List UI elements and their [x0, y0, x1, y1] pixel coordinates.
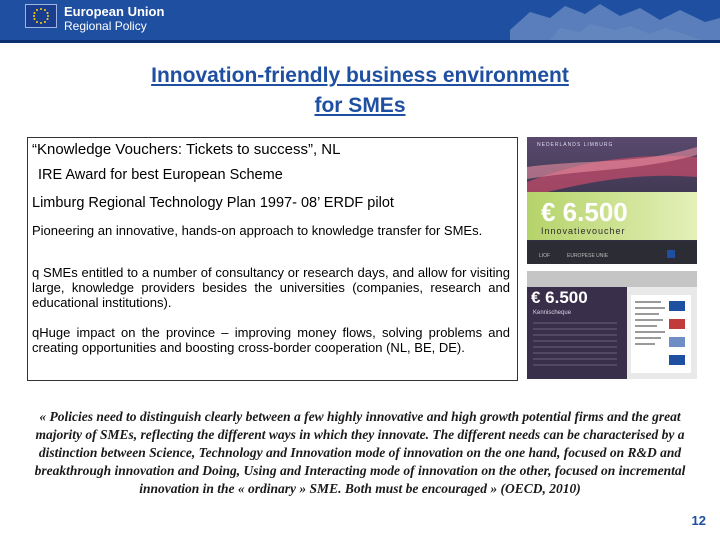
voucher1-footer-left: LIOF — [539, 253, 551, 259]
europe-map-graphic — [490, 0, 720, 40]
eu-flag-icon — [25, 4, 57, 28]
eu-logo-text — [64, 5, 164, 33]
logo-line-2: Regional Policy — [64, 19, 147, 33]
content-box — [27, 137, 518, 381]
box-heading: “Knowledge Vouchers: Tickets to success”, NL — [32, 141, 341, 158]
title-line-1: Innovation-friendly business environment — [151, 64, 569, 87]
paragraph-smes-entitled: q SMEs entitled to a number of consultancy or research days, and allow for visiting large, knowledge providers besides the universities (companies, research and educational institutions). — [32, 265, 510, 310]
voucher1-amount: € 6.500 — [541, 197, 628, 227]
voucher1-footer-mid: EUROPESE UNIE — [567, 253, 609, 259]
plan-line: Limburg Regional Technology Plan 1997- 08’ ERDF pilot — [32, 195, 394, 211]
paragraph-pioneering: Pioneering an innovative, hands-on approach to knowledge transfer for SMEs. — [32, 223, 483, 238]
voucher1-caption: Innovatievoucher — [541, 226, 626, 236]
slide-title — [0, 61, 720, 121]
voucher2-amount: € 6.500 — [531, 288, 588, 307]
voucher1-top-text: NEDERLANDS LIMBURG — [537, 142, 614, 148]
eu-flag-small-icon — [667, 250, 675, 258]
innovation-voucher-image — [527, 137, 697, 264]
oecd-quote: « Policies need to distinguish clearly between a few highly innovative and high growth potential firms and the great majority of SMEs, reflecting the different ways in which they innovate. The different needs can be characterised by a distinction between Science, Technology and Innovation mode of innovation on the one hand, focused on R&D and breakthrough innovation and Doing, Using and Interacting mode of innovation on the other, focused on incremental innovation in the « ordinary » SME. Both must be encouraged » (OECD, 2010) — [34, 409, 686, 496]
page-number: 12 — [691, 513, 706, 528]
kennischeque-image — [527, 271, 697, 379]
voucher2-caption: Kennischeque — [533, 310, 572, 316]
title-line-2: for SMEs — [314, 94, 406, 117]
paragraph-huge-impact: qHuge impact on the province – improving money flows, solving problems and creating opportunities and boosting cross-border cooperation (NL, BE, DE). — [32, 325, 510, 355]
header-bar — [0, 0, 720, 40]
award-line: IRE Award for best European Scheme — [38, 167, 283, 183]
logo-line-1: European Union — [64, 4, 165, 19]
header-stripe — [0, 40, 720, 43]
